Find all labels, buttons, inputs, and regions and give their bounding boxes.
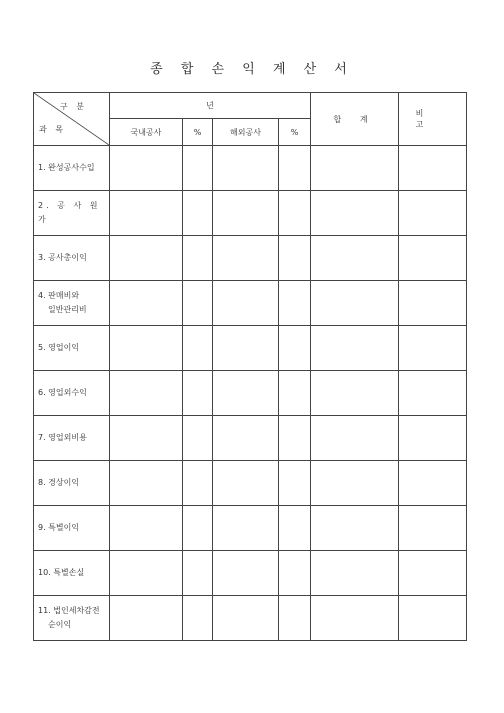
row-label-text: 9. 특별이익	[38, 523, 80, 532]
row-label-text: 6. 영업외수익	[38, 388, 87, 397]
overseas-percent-cell[interactable]	[279, 146, 311, 191]
domestic-percent-cell[interactable]	[183, 461, 213, 506]
header-overseas: 해외공사	[213, 119, 279, 146]
overseas-percent-cell[interactable]	[279, 326, 311, 371]
remarks-cell[interactable]	[399, 596, 467, 641]
total-amount-cell[interactable]	[311, 371, 399, 416]
domestic-percent-cell[interactable]	[183, 281, 213, 326]
overseas-amount-cell[interactable]	[213, 596, 279, 641]
domestic-percent-cell[interactable]	[183, 416, 213, 461]
total-amount-cell[interactable]	[311, 416, 399, 461]
remarks-cell[interactable]	[399, 551, 467, 596]
row-label-text: 8. 경상이익	[38, 478, 80, 487]
remarks-cell[interactable]	[399, 371, 467, 416]
table-row	[34, 371, 467, 416]
header-total: 합 계	[311, 93, 399, 146]
row-label	[34, 146, 110, 191]
page-title: 종 합 손 익 계 산 서	[150, 62, 354, 77]
income-statement-table	[33, 92, 467, 641]
remarks-cell[interactable]	[399, 506, 467, 551]
overseas-percent-cell[interactable]	[279, 191, 311, 236]
remarks-cell[interactable]	[399, 191, 467, 236]
header-diagonal-cell	[34, 93, 110, 146]
overseas-amount-cell[interactable]	[213, 416, 279, 461]
domestic-percent-cell[interactable]	[183, 596, 213, 641]
header-domestic: 국내공사	[110, 119, 183, 146]
remarks-cell[interactable]	[399, 416, 467, 461]
domestic-percent-cell[interactable]	[183, 371, 213, 416]
overseas-percent-cell[interactable]	[279, 281, 311, 326]
overseas-percent-cell[interactable]	[279, 236, 311, 281]
domestic-percent-cell[interactable]	[183, 551, 213, 596]
domestic-amount-cell[interactable]	[110, 236, 183, 281]
domestic-percent-cell[interactable]	[183, 236, 213, 281]
domestic-amount-cell[interactable]	[110, 416, 183, 461]
overseas-percent-cell[interactable]	[279, 596, 311, 641]
row-label	[34, 596, 110, 641]
overseas-percent-cell[interactable]	[279, 506, 311, 551]
table-row	[34, 506, 467, 551]
remarks-cell[interactable]	[399, 326, 467, 371]
total-amount-cell[interactable]	[311, 461, 399, 506]
header-category-label: 구 분	[60, 102, 87, 111]
remarks-cell[interactable]	[399, 236, 467, 281]
table-row	[34, 191, 467, 236]
total-amount-cell[interactable]	[311, 596, 399, 641]
table-row	[34, 146, 467, 191]
row-label	[34, 236, 110, 281]
domestic-amount-cell[interactable]	[110, 371, 183, 416]
overseas-amount-cell[interactable]	[213, 461, 279, 506]
domestic-percent-cell[interactable]	[183, 326, 213, 371]
domestic-amount-cell[interactable]	[110, 551, 183, 596]
domestic-amount-cell[interactable]	[110, 461, 183, 506]
table-row	[34, 236, 467, 281]
total-amount-cell[interactable]	[311, 146, 399, 191]
remarks-cell[interactable]	[399, 281, 467, 326]
header-domestic-percent: %	[183, 119, 213, 146]
row-label	[34, 416, 110, 461]
overseas-amount-cell[interactable]	[213, 281, 279, 326]
overseas-percent-cell[interactable]	[279, 461, 311, 506]
row-label	[34, 326, 110, 371]
domestic-amount-cell[interactable]	[110, 146, 183, 191]
domestic-amount-cell[interactable]	[110, 596, 183, 641]
table-row	[34, 461, 467, 506]
row-label-text: 4. 판매비와	[38, 291, 80, 300]
total-amount-cell[interactable]	[311, 551, 399, 596]
row-label-text: 1. 완성공사수입	[38, 163, 95, 172]
domestic-amount-cell[interactable]	[110, 191, 183, 236]
domestic-percent-cell[interactable]	[183, 506, 213, 551]
overseas-percent-cell[interactable]	[279, 551, 311, 596]
table-row	[34, 281, 467, 326]
table-row	[34, 596, 467, 641]
total-amount-cell[interactable]	[311, 191, 399, 236]
header-subject-label: 과 목	[39, 125, 66, 134]
domestic-percent-cell[interactable]	[183, 191, 213, 236]
domestic-amount-cell[interactable]	[110, 281, 183, 326]
overseas-amount-cell[interactable]	[213, 326, 279, 371]
overseas-amount-cell[interactable]	[213, 371, 279, 416]
header-overseas-percent: %	[279, 119, 311, 146]
row-label	[34, 461, 110, 506]
row-label	[34, 506, 110, 551]
row-label	[34, 371, 110, 416]
remarks-cell[interactable]	[399, 146, 467, 191]
row-label-text: 11. 법인세차감전	[38, 606, 100, 615]
total-amount-cell[interactable]	[311, 281, 399, 326]
row-label	[34, 281, 110, 326]
table-row	[34, 416, 467, 461]
domestic-amount-cell[interactable]	[110, 326, 183, 371]
row-label-text: 2. 공 사 원 가	[38, 201, 101, 224]
overseas-amount-cell[interactable]	[213, 236, 279, 281]
table-row	[34, 326, 467, 371]
row-label-continuation: 순이익	[48, 620, 72, 629]
overseas-percent-cell[interactable]	[279, 416, 311, 461]
row-label-continuation: 일반관리비	[48, 305, 87, 314]
header-year: 년	[110, 93, 311, 119]
overseas-percent-cell[interactable]	[279, 371, 311, 416]
domestic-amount-cell[interactable]	[110, 506, 183, 551]
row-label-text: 3. 공사총이익	[38, 253, 87, 262]
row-label-text: 10. 특별손실	[38, 568, 85, 577]
row-label-text: 7. 영업외비용	[38, 433, 87, 442]
overseas-amount-cell[interactable]	[213, 551, 279, 596]
header-remarks: 비 고	[399, 93, 467, 146]
row-label-text: 5. 영업이익	[38, 343, 80, 352]
remarks-cell[interactable]	[399, 461, 467, 506]
domestic-percent-cell[interactable]	[183, 146, 213, 191]
overseas-amount-cell[interactable]	[213, 506, 279, 551]
row-label	[34, 191, 110, 236]
total-amount-cell[interactable]	[311, 506, 399, 551]
table-row	[34, 551, 467, 596]
total-amount-cell[interactable]	[311, 236, 399, 281]
total-amount-cell[interactable]	[311, 326, 399, 371]
overseas-amount-cell[interactable]	[213, 191, 279, 236]
row-label	[34, 551, 110, 596]
overseas-amount-cell[interactable]	[213, 146, 279, 191]
